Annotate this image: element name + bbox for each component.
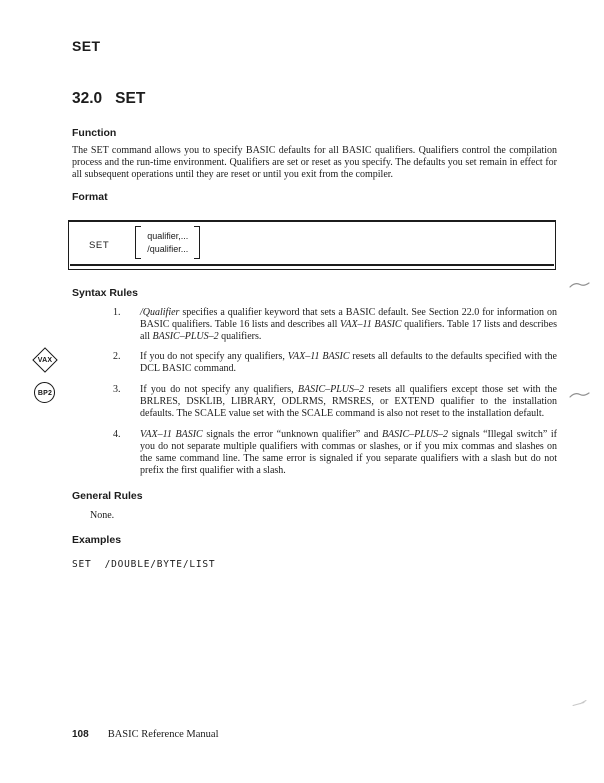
vax-badge-icon: [32, 347, 58, 373]
example-command: SET /DOUBLE/BYTE/LIST: [72, 558, 216, 570]
syntax-rule-3: [37, 384, 557, 420]
syntax-rules-heading: Syntax Rules: [72, 286, 138, 299]
syntax-rules-list: [37, 306, 557, 477]
section-number: 32.0: [72, 90, 103, 107]
function-heading: Function: [72, 127, 117, 139]
rule-text: If you do not specify any qualifiers, BASIC–PLUS–2 resets all qualifiers except those set with the BRLRES, DSKLIB, LIBRARY, ODLRMS, RMSRES, or EXTEND qualifier to the installation defaults. The SCALE value set with the SCALE command is also not reset to the installation default.: [140, 384, 557, 420]
bp2-badge-icon: [32, 380, 58, 406]
format-options-group: [135, 226, 200, 259]
section-title: SET: [115, 90, 146, 107]
rule-text: If you do not specify any qualifiers, VAX–11 BASIC resets all defaults to the defaults specified with the DCL BASIC command.: [140, 351, 557, 375]
format-heading: Format: [72, 190, 108, 203]
running-head: SET: [72, 38, 101, 54]
rule-number: 3.: [113, 384, 121, 396]
pencil-mark-icon: [569, 390, 591, 400]
syntax-rule-4: [72, 429, 557, 477]
syntax-rule-2: [37, 351, 557, 375]
page-number: 108: [72, 729, 89, 740]
rule-number: 4.: [113, 428, 121, 440]
general-rules-heading: General Rules: [72, 489, 143, 502]
general-rules-body: None.: [90, 509, 115, 521]
rule-text: /Qualifier specifies a qualifier keyword that sets a BASIC default. See Section 22.0 for information on BASIC qualifiers. Table 16 lists and describes all VAX–11 BASIC qualifiers. Table 17 lists and describes all BASIC–PLUS–2 qualifiers.: [140, 306, 557, 342]
pencil-mark-icon: [569, 280, 591, 290]
function-body: The SET command allows you to specify BASIC defaults for all BASIC qualifiers. Qualifiers control the compilation process and the run-time environment. Qualifiers are set or reset as you specify. The defaults you set remain in effect for all subsequent operations until they are reset or until you exit from the compiler.: [72, 145, 557, 180]
format-option: qualifier,...: [147, 230, 189, 241]
examples-heading: Examples: [72, 533, 122, 546]
format-options: [141, 226, 194, 259]
pencil-mark-icon: [572, 699, 592, 708]
format-syntax-box: [68, 220, 556, 270]
rule-text: VAX–11 BASIC signals the error “unknown qualifier” and BASIC–PLUS–2 signals “Illegal switch” if you do not separate multiple qualifiers with commas or slashes, or if you mix commas and slashes on the same command line. The same error is signaled if you separate qualifiers with a slash but do not prefix the first qualifier with a slash.: [140, 428, 557, 476]
section-heading: [72, 90, 557, 108]
syntax-rule-1: [72, 307, 557, 343]
rule-number: 1.: [113, 306, 121, 318]
format-option: /qualifier...: [147, 244, 189, 255]
rule-number: 2.: [113, 351, 121, 363]
right-bracket: [194, 226, 200, 259]
page-footer: [72, 729, 219, 740]
vax-badge-label: VAX: [37, 356, 53, 364]
format-keyword: SET: [89, 239, 110, 251]
bp2-badge-label: BP2: [37, 389, 53, 397]
manual-title: BASIC Reference Manual: [107, 729, 219, 740]
